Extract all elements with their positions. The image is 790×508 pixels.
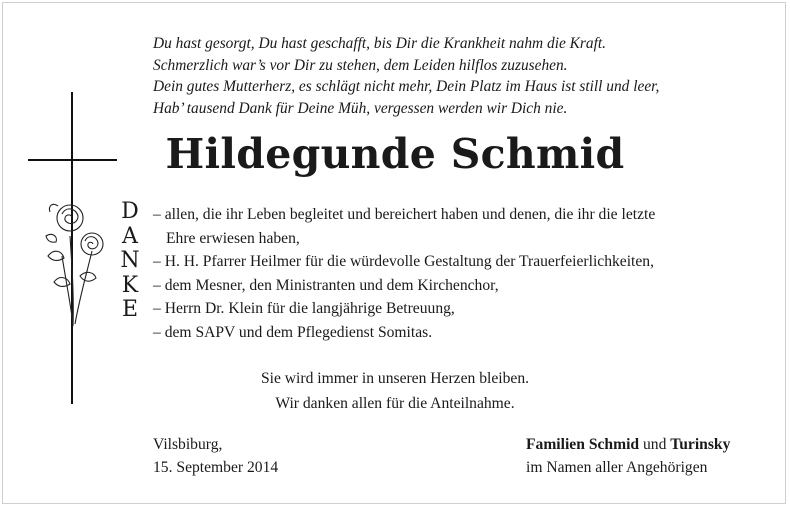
thanks-item: – dem Mesner, den Ministranten und dem Kirchenchor, [153,276,499,294]
thanks-item-continuation: Ehre erwiesen haben, [166,229,300,247]
roses-icon [40,196,110,328]
family-name-2: Turinsky [670,436,731,453]
place: Vilsbiburg, [153,436,223,453]
thanks-item: – allen, die ihr Leben begleitet und bereichert haben und denen, die ihr die letzte [153,206,656,223]
danke-letter: K [121,272,139,298]
danke-letter: E [121,297,139,322]
poem-line: Hab’ tausend Dank für Deine Müh, vergessen werden wir Dich nie. [153,99,568,117]
family-line-2: im Namen aller Angehörigen [526,458,708,476]
date: 15. September 2014 [153,458,279,476]
poem-line: Dein gutes Mutterherz, es schlägt nicht mehr, Dein Platz im Haus ist still und leer, [153,78,660,95]
cross-icon-bar [28,159,117,161]
closing-line: Wir danken allen für die Anteilnahme. [275,395,515,412]
family-name-1: Schmid [588,436,640,453]
danke-letter: D [121,199,139,224]
closing-line: Sie wird immer in unseren Herzen bleiben. [260,370,530,387]
place-date [153,434,278,479]
family-signature [526,434,730,479]
thanks-item: – Herrn Dr. Klein für die langjährige Betreuung, [153,300,455,317]
family-und: und [642,436,667,453]
poem [153,33,773,119]
deceased-name: Hildegunde Schmid [165,130,625,178]
closing-text [0,366,790,416]
family-line [526,434,730,457]
poem-line: Schmerzlich war’s vor Dir zu stehen, dem Leiden hilflos zuzusehen. [153,56,568,74]
danke-letter: A [122,223,138,249]
thanks-item: – dem SAPV und dem Pflegedienst Somitas. [153,323,433,341]
family-prefix: Familien [526,436,585,453]
thanks-item: – H. H. Pfarrer Heilmer für die würdevolle Gestaltung der Trauerfeierlichkeiten, [153,253,654,270]
thanks-list [153,203,768,344]
danke-letter: N [120,248,140,273]
poem-line: Du hast gesorgt, Du hast geschafft, bis Dir die Krankheit nahm die Kraft. [153,35,607,52]
danke-vertical [118,200,142,323]
